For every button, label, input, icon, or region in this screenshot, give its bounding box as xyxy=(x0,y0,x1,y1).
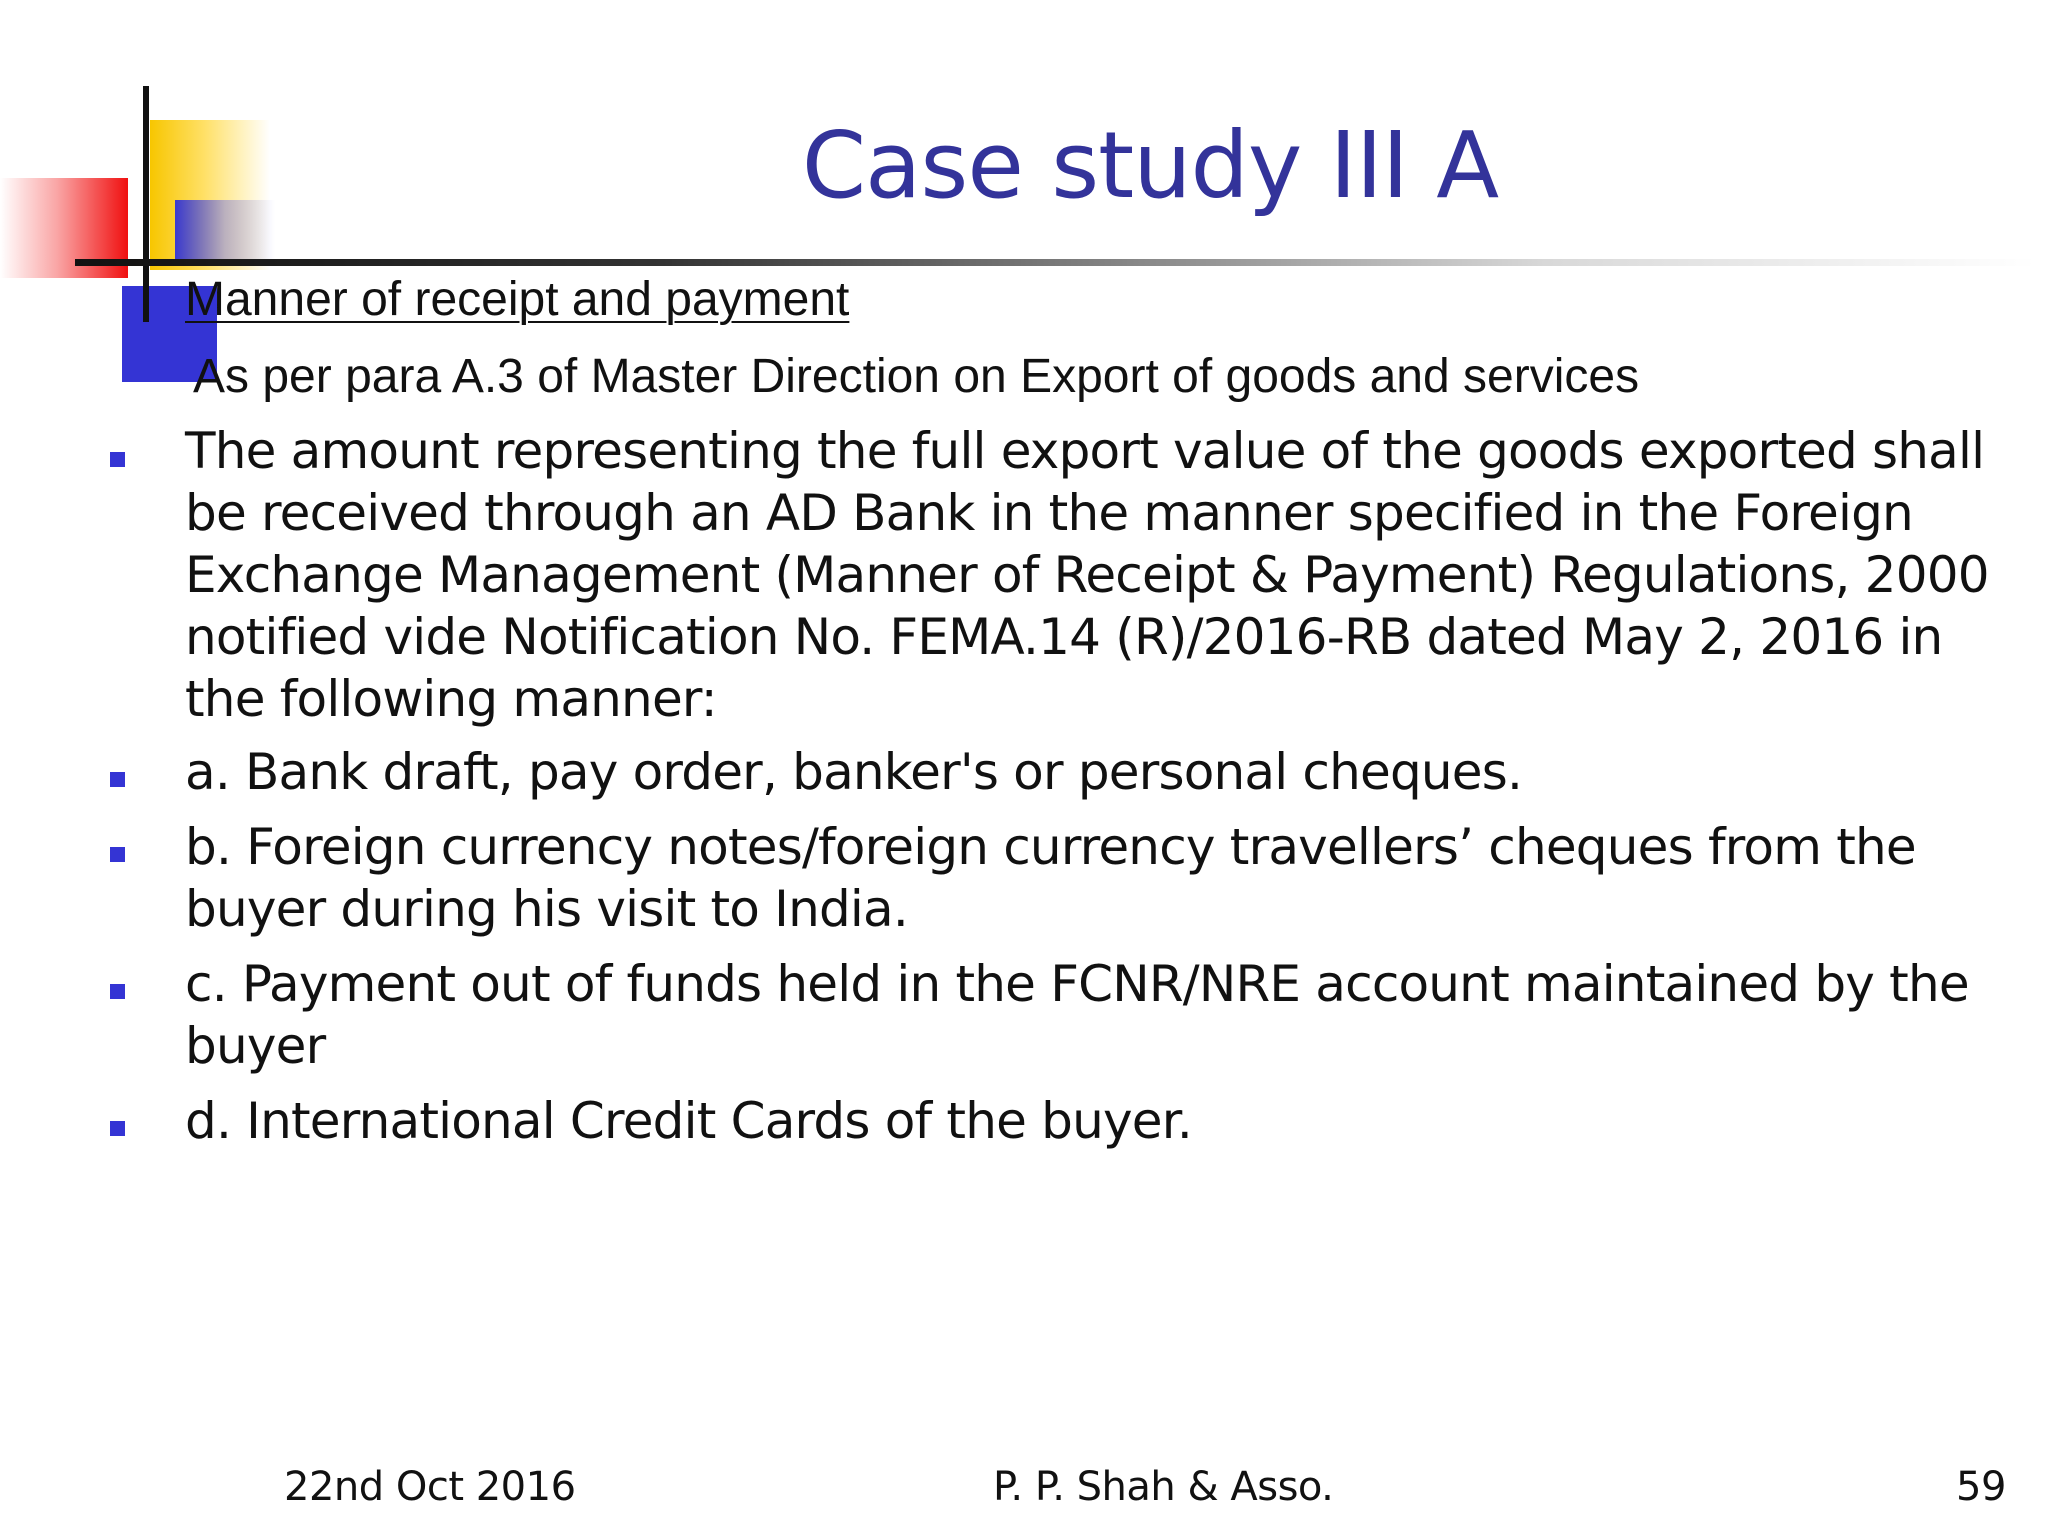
section-subheading: As per para A.3 of Master Direction on Export of goods and services xyxy=(193,350,1640,403)
list-item: c. Payment out of funds held in the FCNR/NRE account maintained by the buyer xyxy=(185,955,1969,1075)
section-heading: Manner of receipt and payment xyxy=(185,273,850,326)
bullet-marker xyxy=(110,1121,125,1136)
slide-title: Case study III A xyxy=(801,112,1499,219)
decor-blue-fade xyxy=(175,200,275,260)
list-item: b. Foreign currency notes/foreign currency travellers’ cheques from the buyer during his visit to India. xyxy=(185,818,1916,938)
footer-page-number: 59 xyxy=(1956,1464,2006,1510)
decor-vertical-line xyxy=(143,86,149,322)
bullet-marker xyxy=(110,452,125,467)
list-item: The amount representing the full export value of the goods exported shall be received through an AD Bank in the manner specified in the Foreign Exchange Management (Manner of Receipt & Payment) Regulations, 2000 notified vide Notification No. FEMA.14 (R)/2016-RB dated May 2, 2016 in the following manner: xyxy=(185,422,1989,728)
title-divider-line xyxy=(75,259,2035,266)
list-item: a. Bank draft, pay order, banker's or personal cheques. xyxy=(185,743,1523,801)
list-item: d. International Credit Cards of the buyer. xyxy=(185,1092,1192,1150)
footer-author: P. P. Shah & Asso. xyxy=(993,1464,1334,1510)
footer-date: 22nd Oct 2016 xyxy=(284,1464,576,1510)
bullet-marker xyxy=(110,772,125,787)
bullet-marker xyxy=(110,847,125,862)
bullet-marker xyxy=(110,984,125,999)
